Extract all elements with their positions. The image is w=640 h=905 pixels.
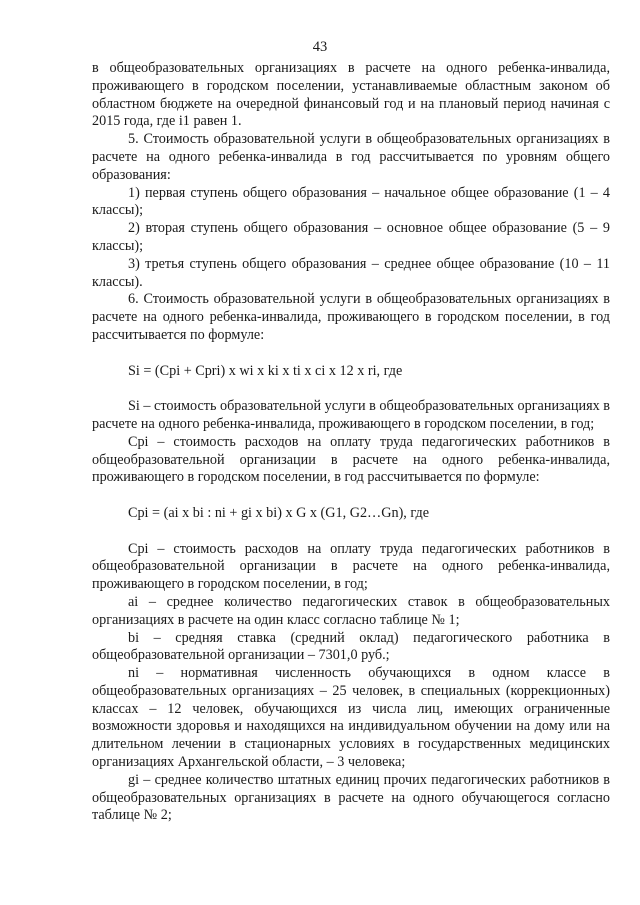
paragraph-item-6: 6. Стоимость образовательной услуги в общеобразовательных организациях в расчете на одного ребенка-инвалида, проживающего в городском поселении, в год рассчитывается по формуле: bbox=[92, 291, 610, 343]
spacer bbox=[92, 380, 610, 398]
definition-gi: gi – среднее количество штатных единиц прочих педагогических работников в общеобразовательных организациях в расчете на одного обучающегося согласно таблице № 2; bbox=[92, 771, 610, 824]
definition-ni: ni – нормативная численность обучающихся в одном классе в общеобразовательных организациях – 25 человек, в специальных (коррекционных) классах – 12 человек, обучающихся из числа лиц, имеющих ограниченные возможности здоровья и находящихся на индивидуальном обучении на дому или на длительном лечении в стационарных условиях в государственных медицинских организациях Архангельской области, – 3 человека; bbox=[92, 665, 610, 771]
page-number: 43 bbox=[312, 39, 328, 55]
formula-si: Si = (Cpi + Cpri) x wi x ki x ti x ci x 12 x ri, где bbox=[128, 362, 403, 379]
formula-cpi: Cpi = (ai x bi : ni + gi x bi) x G x (G1, G2…Gn), где bbox=[128, 504, 430, 521]
spacer bbox=[92, 487, 610, 505]
spacer bbox=[92, 345, 610, 363]
spacer bbox=[92, 523, 610, 541]
definition-bi: bi – средняя ставка (средний оклад) педагогического работника в общеобразовательной организации – 7301,0 руб.; bbox=[92, 629, 610, 664]
document-body bbox=[92, 60, 610, 825]
definition-ai: ai – среднее количество педагогических ставок в общеобразовательных организациях в расчете на один класс согласно таблице № 1; bbox=[92, 593, 610, 628]
paragraph-level-2: 2) вторая ступень общего образования – основное общее образование (5 – 9 классы); bbox=[92, 220, 610, 254]
paragraph-level-1: 1) первая ступень общего образования – начальное общее образование (1 – 4 классы); bbox=[92, 184, 610, 219]
paragraph-level-3: 3) третья ступень общего образования – среднее общее образование (10 – 11 классы). bbox=[92, 255, 610, 290]
definition-cpi: Cpi – стоимость расходов на оплату труда педагогических работников в общеобразовательной организации в расчете на одного ребенка-инвалида, проживающего в городском поселении, в год; bbox=[92, 540, 610, 593]
paragraph-intro-continued: в общеобразовательных организациях в расчете на одного ребенка-инвалида, проживающего в городском поселении, устанавливаемые областным законом об областном бюджете на очередной финансовый год и на плановый период начиная с 2015 года, где i1 равен 1. bbox=[92, 60, 610, 130]
paragraph-item-5: 5. Стоимость образовательной услуги в общеобразовательных организациях в расчете на одного ребенка-инвалида в год рассчитывается по уровням общего образования: bbox=[92, 131, 610, 183]
definition-si: Si – стоимость образовательной услуги в общеобразовательных организациях в расчете на одного ребенка-инвалида, проживающего в городском поселении, в год; bbox=[92, 398, 610, 432]
definition-cpi-intro: Cpi – стоимость расходов на оплату труда педагогических работников в общеобразовательной организации в расчете на одного ребенка-инвалида, проживающего в городском поселении, в год рассчитывается по формуле: bbox=[92, 433, 610, 486]
